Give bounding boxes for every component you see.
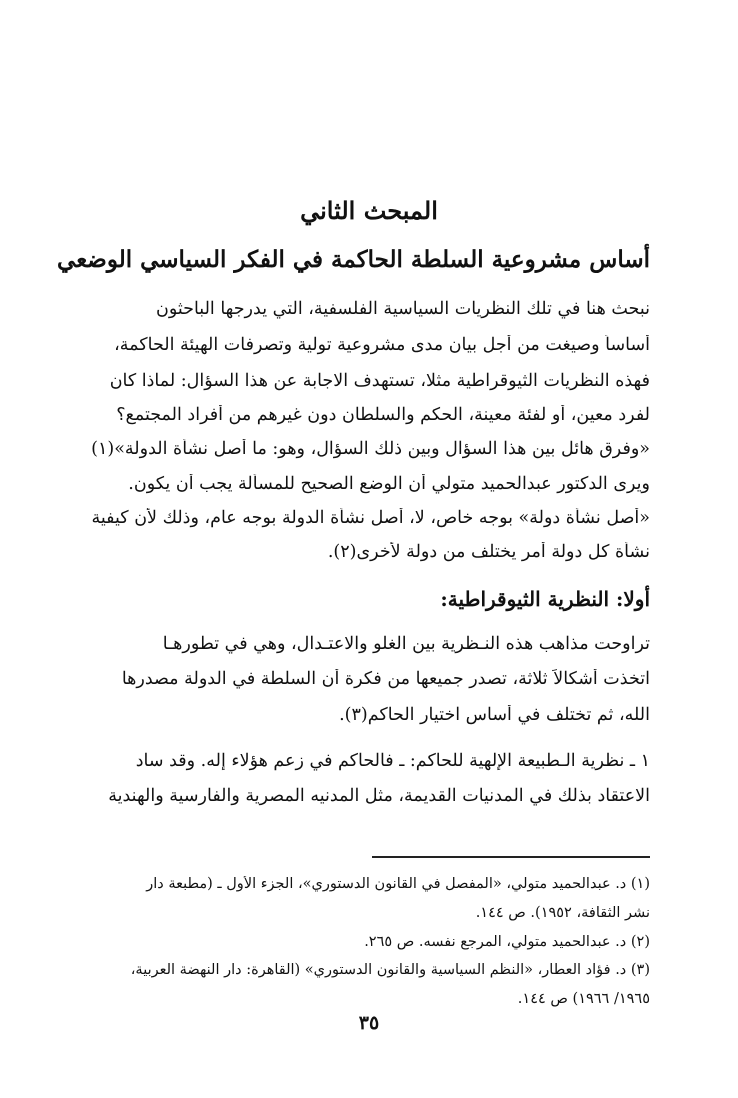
body-line: نشأة كل دولة أمر يختلف من دولة لأخرى(٢).	[327, 542, 650, 562]
footnote-line: ١٩٦٥/ ١٩٦٦) ص ١٤٤.	[517, 991, 650, 1007]
chapter-title: المبحث الثاني	[300, 196, 438, 225]
footnote-line: (٢) د. عبدالحميد متولي، المرجع نفسه. ص ٢٦٥.	[364, 934, 650, 950]
body-line: ١ ـ نظرية الـطبيعة الإلهية للحاكم: ـ فالحاكم في زعم هؤلاء إله. وقد ساد	[135, 751, 650, 771]
body-line: فهذه النظريات الثيوقراطية مثلا، تستهدف الاجابة عن هذا السؤال: لماذا كان	[109, 371, 650, 391]
body-line: تراوحت مذاهب هذه النـظرية بين الغلو والاعتـدال، وهي في تطورهـا	[162, 634, 650, 654]
footnote-separator	[372, 856, 650, 858]
footnote-line: نشر الثقافة، ١٩٥٢). ص ١٤٤.	[475, 905, 650, 921]
body-line: اتخذت أشكالاً ثلاثة، تصدر جميعها من فكرة أن السلطة في الدولة مصدرها	[121, 669, 650, 689]
body-line: ويرى الدكتور عبدالحميد متولي أن الوضع الصحيح للمسألة يجب أن يكون.	[128, 474, 650, 494]
page-number: ٣٥	[358, 1012, 380, 1034]
subheading-theocratic-theory: أولا: النظرية الثيوقراطية:	[440, 587, 650, 611]
body-line: الله، ثم تختلف في أساس اختيار الحاكم(٣).	[339, 705, 650, 725]
body-line: لفرد معين، أو لفئة معينة، الحكم والسلطان دون غيرهم من أفراد المجتمع؟	[116, 405, 650, 425]
body-line: الاعتقاد بذلك في المدنيات القديمة، مثل المدنيه المصرية والفارسية والهندية	[108, 786, 650, 806]
body-line: «وفرق هائل بين هذا السؤال وبين ذلك السؤال، وهو: ما أصل نشأة الدولة»(١)	[91, 439, 650, 459]
footnote-line: (١) د. عبدالحميد متولي، «المفصل في القانون الدستوري»، الجزء الأول ـ (مطبعة دار	[146, 876, 650, 892]
body-line: «أصل نشأة دولة» بوجه خاص، لا، أصل نشأة الدولة بوجه عام، وذلك لأن كيفية	[91, 508, 650, 528]
footnote-line: (٣) د. فؤاد العطار، «النظم السياسية والقانون الدستوري» (القاهرة: دار النهضة العربية،	[130, 962, 650, 978]
section-title: أساس مشروعية السلطة الحاكمة في الفكر السياسي الوضعي	[57, 246, 650, 273]
body-line: أساساً وصيغت من أجل بيان مدى مشروعية تولية وتصرفات الهيئة الحاكمة،	[114, 335, 650, 355]
body-line: نبحث هنا في تلك النظريات السياسية الفلسفية، التي يدرجها الباحثون	[155, 299, 650, 319]
